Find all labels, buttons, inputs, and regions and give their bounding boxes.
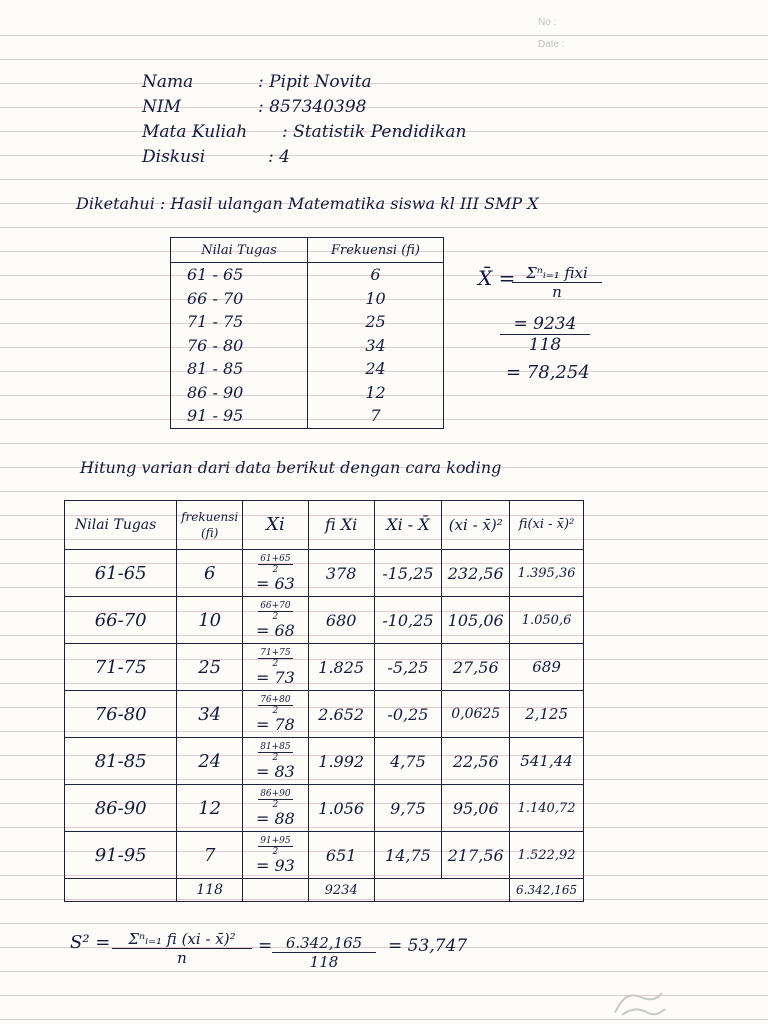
cell-deviation: -0,25	[374, 691, 442, 738]
column-header-frekuensi: frekuensi (fi)	[177, 501, 243, 550]
table-row	[171, 263, 444, 287]
cell-deviation: -15,25	[374, 550, 442, 597]
table-row	[65, 832, 584, 879]
cell-deviation: 4,75	[374, 738, 442, 785]
table-row	[65, 738, 584, 785]
column-header-nilai-tugas: Nilai Tugas	[65, 501, 177, 550]
xi-sum: 91+95	[260, 835, 291, 846]
header-label-nama: Nama	[142, 72, 194, 92]
cell-nilai: 71-75	[65, 644, 177, 691]
date-label: Date :	[538, 39, 565, 50]
xi-value: = 78	[255, 714, 295, 734]
cell-deviation: -10,25	[374, 597, 442, 644]
table-row	[171, 357, 444, 381]
variance-value-numerator: 6.342,165	[272, 934, 376, 953]
table-row	[171, 287, 444, 311]
table-row	[65, 597, 584, 644]
cell-xi	[243, 550, 309, 597]
cell-frekuensi: 6	[308, 263, 444, 287]
table-row	[171, 404, 444, 428]
xi-sum: 66+70	[260, 600, 291, 611]
cell-frekuensi: 34	[177, 691, 243, 738]
xi-sum: 81+85	[260, 741, 291, 752]
header-value-mata-kuliah: : Statistik Pendidikan	[282, 122, 467, 142]
cell-nilai: 71 - 75	[171, 310, 308, 334]
xi-value: = 93	[255, 855, 295, 875]
cell-frekuensi: 25	[308, 310, 444, 334]
cell-weighted-deviation-squared: 1.395,36	[510, 550, 584, 597]
cell-deviation-squared: 95,06	[442, 785, 510, 832]
column-header-weighted-deviation-squared: fi(xi - x̄)²	[510, 501, 584, 550]
total-fixi: 9234	[308, 879, 374, 902]
doodle-sketch-icon	[610, 985, 670, 1021]
xi-value: = 73	[255, 667, 295, 687]
variance-value-fraction	[272, 934, 376, 971]
header-label-mata-kuliah: Mata Kuliah	[142, 122, 248, 142]
table-row	[171, 310, 444, 334]
xi-divisor: 2	[272, 705, 279, 716]
intro-text: Diketahui : Hasil ulangan Matematika siswa kl III SMP X	[76, 194, 539, 213]
cell-xi	[243, 738, 309, 785]
total-frekuensi: 118	[177, 879, 243, 902]
xi-value: = 83	[255, 761, 295, 781]
cell-frekuensi: 24	[177, 738, 243, 785]
mean-symbol: X̄ =	[478, 266, 516, 290]
cell-fixi: 1.056	[308, 785, 374, 832]
cell-fixi: 680	[308, 597, 374, 644]
header-value-diskusi: : 4	[268, 147, 290, 167]
cell-weighted-deviation-squared: 1.050,6	[510, 597, 584, 644]
cell-frekuensi: 6	[177, 550, 243, 597]
cell-frekuensi: 25	[177, 644, 243, 691]
cell-nilai: 76 - 80	[171, 334, 308, 358]
mean-step-numerator: = 9234	[500, 314, 590, 335]
column-header-xi: Xi	[243, 501, 309, 550]
cell-frekuensi: 10	[177, 597, 243, 644]
column-header-frekuensi: Frekuensi (fi)	[308, 238, 444, 263]
cell-frekuensi: 12	[308, 381, 444, 405]
cell-deviation-squared: 22,56	[442, 738, 510, 785]
cell-nilai: 91 - 95	[171, 404, 308, 428]
table-row	[171, 381, 444, 405]
cell-nilai: 66-70	[65, 597, 177, 644]
xi-sum: 61+65	[260, 553, 291, 564]
xi-sum: 76+80	[260, 694, 291, 705]
cell-weighted-deviation-squared: 541,44	[510, 738, 584, 785]
cell-frekuensi: 24	[308, 357, 444, 381]
header-value-nim: : 857340398	[258, 97, 367, 117]
column-header-deviation-squared: (xi - x̄)²	[442, 501, 510, 550]
table-row	[65, 785, 584, 832]
table-row	[65, 550, 584, 597]
cell-fixi: 1.992	[308, 738, 374, 785]
cell-xi	[243, 597, 309, 644]
cell-xi	[243, 644, 309, 691]
cell-xi	[243, 785, 309, 832]
cell-deviation: 9,75	[374, 785, 442, 832]
cell-nilai: 61 - 65	[171, 263, 308, 287]
xi-divisor: 2	[272, 799, 279, 810]
cell-empty	[374, 879, 510, 902]
table-row	[65, 644, 584, 691]
xi-divisor: 2	[272, 752, 279, 763]
variance-table	[64, 500, 584, 902]
cell-nilai: 91-95	[65, 832, 177, 879]
cell-nilai: 76-80	[65, 691, 177, 738]
cell-weighted-deviation-squared: 1.140,72	[510, 785, 584, 832]
xi-divisor: 2	[272, 846, 279, 857]
mean-denominator: n	[552, 283, 562, 301]
table-row	[171, 334, 444, 358]
xi-divisor: 2	[272, 658, 279, 669]
xi-value: = 88	[255, 808, 295, 828]
cell-nilai: 86-90	[65, 785, 177, 832]
header-value-nama: : Pipit Novita	[258, 72, 372, 92]
cell-frekuensi: 34	[308, 334, 444, 358]
variance-numerator: Σⁿᵢ₌₁ fi (xi - x̄)²	[112, 930, 252, 949]
mean-numerator: Σⁿᵢ₌₁ fixi	[512, 264, 602, 283]
cell-frekuensi: 12	[177, 785, 243, 832]
xi-sum: 86+90	[260, 788, 291, 799]
task-text: Hitung varian dari data berikut dengan cara koding	[80, 458, 502, 477]
variance-result: = 53,747	[388, 936, 468, 956]
cell-xi	[243, 691, 309, 738]
frequency-table	[170, 237, 444, 429]
xi-value: = 68	[255, 620, 295, 640]
cell-fixi: 1.825	[308, 644, 374, 691]
variance-fraction	[112, 930, 252, 967]
cell-fixi: 2.652	[308, 691, 374, 738]
variance-value-denominator: 118	[309, 953, 339, 971]
cell-frekuensi: 7	[177, 832, 243, 879]
xi-divisor: 2	[272, 611, 279, 622]
table-row	[65, 691, 584, 738]
cell-nilai: 81-85	[65, 738, 177, 785]
cell-weighted-deviation-squared: 689	[510, 644, 584, 691]
cell-nilai: 86 - 90	[171, 381, 308, 405]
variance-denominator: n	[177, 949, 187, 967]
total-weighted-deviation-squared: 6.342,165	[510, 879, 584, 902]
variance-symbol: S² =	[70, 932, 111, 953]
cell-empty	[243, 879, 309, 902]
variance-table-header	[65, 501, 584, 550]
column-header-nilai-tugas: Nilai Tugas	[171, 238, 308, 263]
column-header-deviation: Xi - X̄	[374, 501, 442, 550]
xi-sum: 71+75	[260, 647, 291, 658]
cell-deviation: 14,75	[374, 832, 442, 879]
cell-frekuensi: 10	[308, 287, 444, 311]
page-number-label: No :	[538, 17, 557, 28]
header-label-nim: NIM	[142, 97, 181, 117]
mean-step-fraction	[500, 314, 590, 355]
xi-divisor: 2	[272, 564, 279, 575]
cell-xi	[243, 832, 309, 879]
column-header-fixi: fi Xi	[308, 501, 374, 550]
cell-nilai: 66 - 70	[171, 287, 308, 311]
cell-nilai: 61-65	[65, 550, 177, 597]
cell-fixi: 378	[308, 550, 374, 597]
cell-deviation-squared: 0,0625	[442, 691, 510, 738]
header-label-diskusi: Diskusi	[142, 147, 206, 167]
cell-weighted-deviation-squared: 1.522,92	[510, 832, 584, 879]
mean-result: = 78,254	[506, 362, 590, 383]
frequency-table-header	[171, 238, 444, 263]
cell-nilai: 81 - 85	[171, 357, 308, 381]
mean-step-denominator: 118	[528, 335, 562, 355]
cell-fixi: 651	[308, 832, 374, 879]
xi-value: = 63	[255, 573, 295, 593]
cell-deviation-squared: 27,56	[442, 644, 510, 691]
variance-equals: =	[258, 936, 273, 956]
cell-weighted-deviation-squared: 2,125	[510, 691, 584, 738]
cell-deviation: -5,25	[374, 644, 442, 691]
cell-deviation-squared: 232,56	[442, 550, 510, 597]
cell-frekuensi: 7	[308, 404, 444, 428]
cell-deviation-squared: 105,06	[442, 597, 510, 644]
cell-deviation-squared: 217,56	[442, 832, 510, 879]
totals-row	[65, 879, 584, 902]
cell-empty	[65, 879, 177, 902]
mean-fraction	[512, 264, 602, 301]
